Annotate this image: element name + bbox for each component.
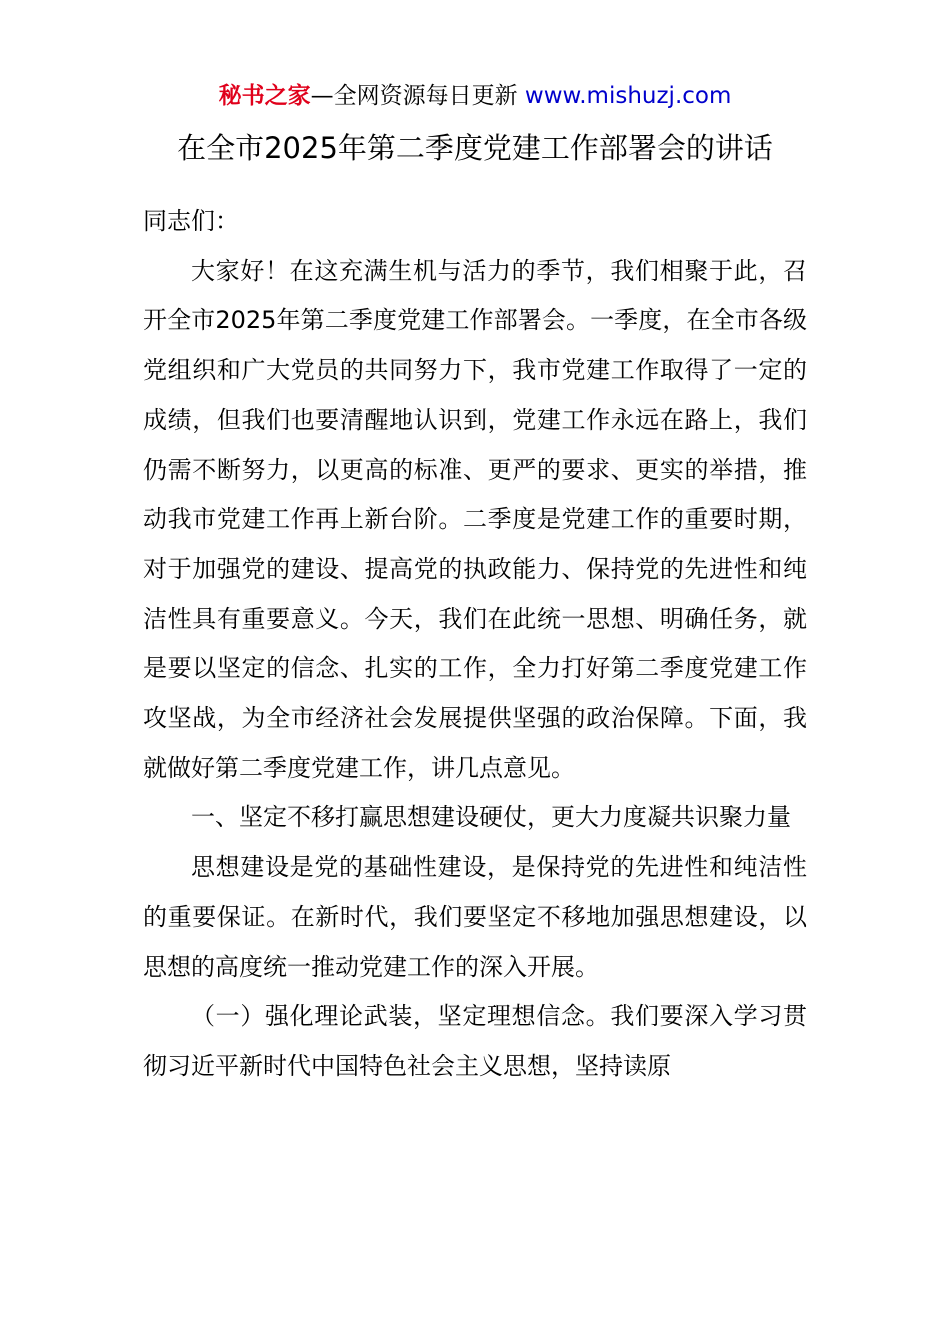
document-body bbox=[143, 197, 807, 1092]
salutation: 同志们： bbox=[143, 207, 239, 235]
paragraph-subsection-1: （一）强化理论武装，坚定理想信念。我们要深入学习贯彻习近平新时代中国特色社会主义思想，坚持读原 bbox=[143, 1002, 807, 1080]
header-slogan: —全网资源每日更新 bbox=[310, 83, 518, 109]
paragraph-opening: 大家好！在这充满生机与活力的季节，我们相聚于此，召开全市2025年第二季度党建工作部署会。一季度，在全市各级党组织和广大党员的共同努力下，我市党建工作取得了一定的成绩，但我们也要清醒地认识到，党建工作永远在路上，我们仍需不断努力，以更高的标准、更严的要求、更实的举措，推动我市党建工作再上新台阶。二季度是党建工作的重要时期，对于加强党的建设、提高党的执政能力、保持党的先进性和纯洁性具有重要意义。今天，我们在此统一思想、明确任务，就是要以坚定的信念、扎实的工作，全力打好第二季度党建工作攻坚战，为全市经济社会发展提供坚强的政治保障。下面，我就做好第二季度党建工作，讲几点意见。 bbox=[143, 256, 807, 782]
site-header bbox=[0, 80, 950, 112]
brand-name: 秘书之家 bbox=[218, 83, 311, 109]
paragraph-section-1-intro: 思想建设是党的基础性建设，是保持党的先进性和纯洁性的重要保证。在新时代，我们要坚定不移地加强思想建设，以思想的高度统一推动党建工作的深入开展。 bbox=[143, 853, 807, 981]
document-title: 在全市2025年第二季度党建工作部署会的讲话 bbox=[177, 131, 773, 165]
section-heading-1: 一、坚定不移打赢思想建设硬仗，更大力度凝共识聚力量 bbox=[191, 803, 791, 832]
site-url-link[interactable]: www.mishuzj.com bbox=[524, 83, 732, 109]
